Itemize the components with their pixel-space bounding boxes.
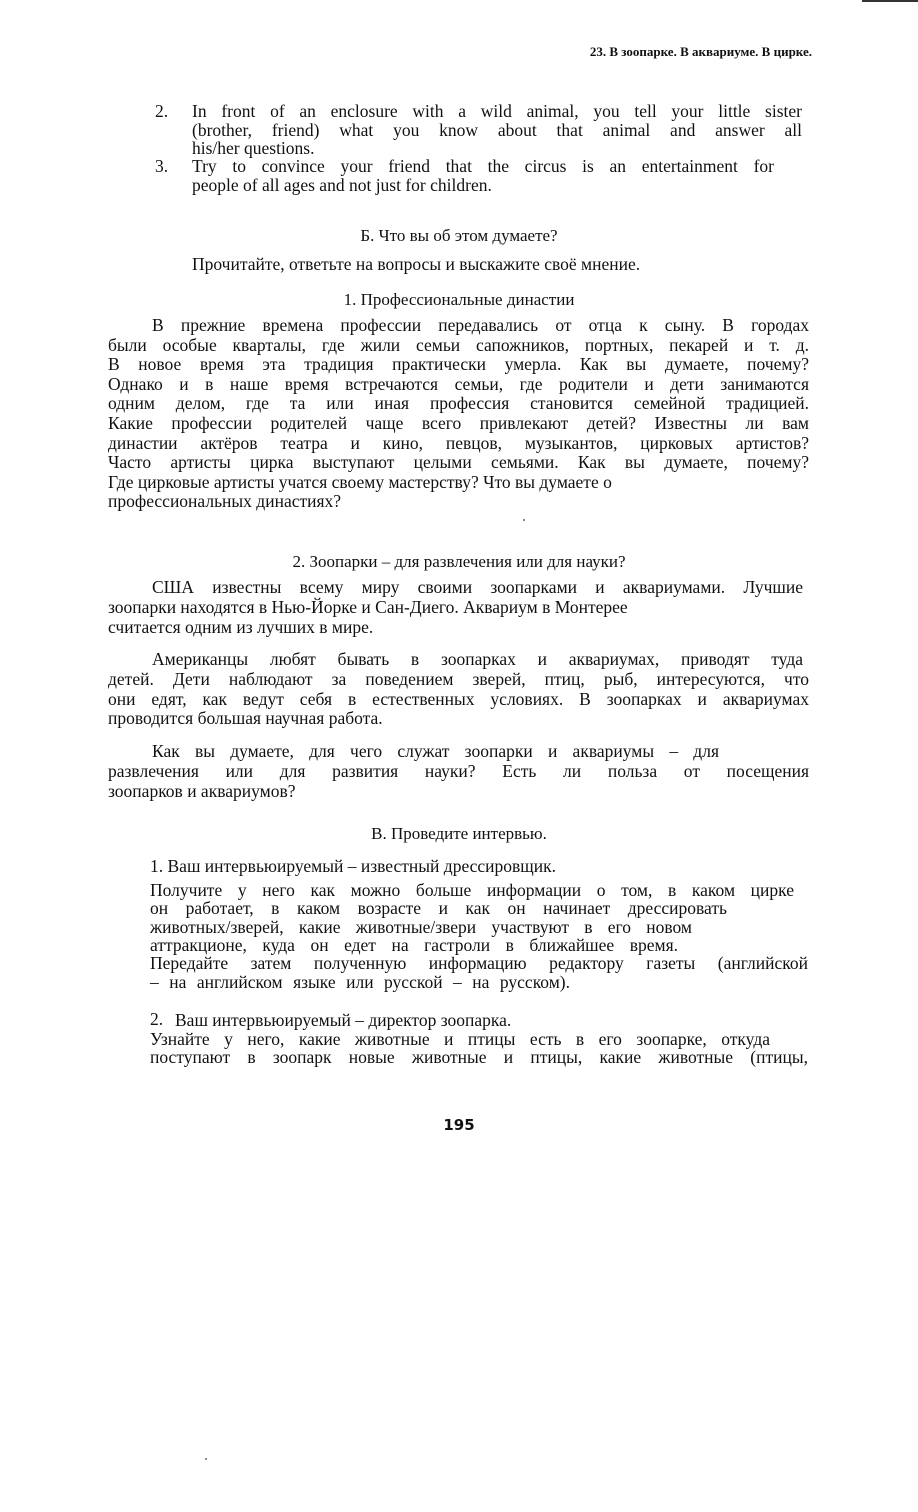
running-header: 23. В зоопарке. В аквариуме. В цирке. <box>589 44 812 59</box>
instruction: Прочитайте, ответьте на вопросы и выскажите своё мнение. <box>192 254 641 274</box>
paragraph-line: Какие профессии родителей чаще всего привлекают детей? Известны ли вам <box>108 413 809 433</box>
scan-speck <box>205 1458 207 1460</box>
paragraph-line: Американцы любят бывать в зоопарках и аквариумах, приводят туда <box>152 649 803 669</box>
page-number: 195 <box>443 1116 475 1134</box>
interview-line: Узнайте у него, какие животные и птицы есть в его зоопарке, откуда <box>150 1029 770 1049</box>
task-line: people of all ages and not just for children. <box>192 174 492 195</box>
topic-heading: 2. Зоопарки – для развлечения или для науки? <box>292 552 626 571</box>
paragraph-line: Как вы думаете, для чего служат зоопарки и аквариумы – для <box>152 741 719 761</box>
interview-line: Передайте затем полученную информацию редактору газеты (английской <box>150 953 808 974</box>
interview-heading: 1. Ваш интервьюируемый – известный дрессировщик. <box>150 856 557 876</box>
paragraph-line: зоопарки находятся в Нью-Йорке и Сан-Диего. Аквариум в Монтерее <box>108 596 628 617</box>
topic-heading: 1. Профессиональные династии <box>343 290 575 309</box>
paragraph-line: считается одним из лучших в мире. <box>108 616 374 637</box>
scan-speck <box>523 519 525 521</box>
paragraph-line: Где цирковые артисты учатся своему мастерству? Что вы думаете о <box>108 471 612 492</box>
section-heading: Б. Что вы об этом думаете? <box>360 226 558 245</box>
task-line: In front of an enclosure with a wild animal, you tell your little sister <box>192 101 802 121</box>
task-number: 2. <box>155 101 169 121</box>
interview-line: аттракционе, куда он едет на гастроли в ближайшее время. <box>150 934 678 955</box>
paragraph-line: были особые кварталы, где жили семьи сапожников, портных, пекарей и т. д. <box>108 334 809 355</box>
task-line: Try to convince your friend that the circus is an entertainment for <box>192 156 774 176</box>
paragraph-line: В прежние времена профессии передавались от отца к сыну. В городах <box>152 315 809 335</box>
paragraph-line: В новое время эта традиция практически умерла. Как вы думаете, почему? <box>108 354 809 375</box>
paragraph-line: династии актёров театра и кино, певцов, музыкантов, цирковых артистов? <box>108 432 809 453</box>
interview-line: – на английском языке или русской – на русском). <box>150 971 570 992</box>
paragraph-line: США известны всему миру своими зоопарками и аквариумами. Лучшие <box>152 577 803 597</box>
paragraph-line: одним делом, где та или иная профессия становится семейной традицией. <box>108 393 809 414</box>
interview-line: поступают в зоопарк новые животные и птицы, какие животные (птицы, <box>150 1047 808 1068</box>
task-line: (brother, friend) what you know about that animal and answer all <box>192 119 802 140</box>
paragraph-line: зоопарков и аквариумов? <box>108 780 296 801</box>
paragraph-line: проводится большая научная работа. <box>108 708 383 729</box>
paragraph-line: Часто артисты цирка выступают целыми семьями. Как вы думаете, почему? <box>108 452 809 473</box>
interview-line: Получите у него как можно больше информации о том, в каком цирке <box>150 880 794 900</box>
task-number: 3. <box>155 156 169 176</box>
paragraph-line: профессиональных династиях? <box>108 491 342 512</box>
interview-heading: Ваш интервьюируемый – директор зоопарка. <box>175 1010 512 1030</box>
paragraph-line: детей. Дети наблюдают за поведением зверей, птиц, рыб, интересуются, что <box>108 668 809 689</box>
task-line: his/her questions. <box>192 138 315 158</box>
paragraph-line: они едят, как ведут себя в естественных условиях. В зоопарках и аквариумах <box>108 688 809 709</box>
paragraph-line: развлечения или для развития науки? Есть ли польза от посещения <box>108 760 809 781</box>
scan-edge-mark <box>862 0 918 2</box>
interview-line: животных/зверей, какие животные/звери участвуют в его новом <box>150 916 692 937</box>
paragraph-line: Однако и в наше время встречаются семьи, где родители и дети занимаются <box>108 373 809 394</box>
interview-line: он работает, в каком возрасте и как он начинает дрессировать <box>150 898 727 919</box>
interview-number: 2. <box>150 1009 164 1029</box>
section-heading: В. Проведите интервью. <box>371 824 547 843</box>
